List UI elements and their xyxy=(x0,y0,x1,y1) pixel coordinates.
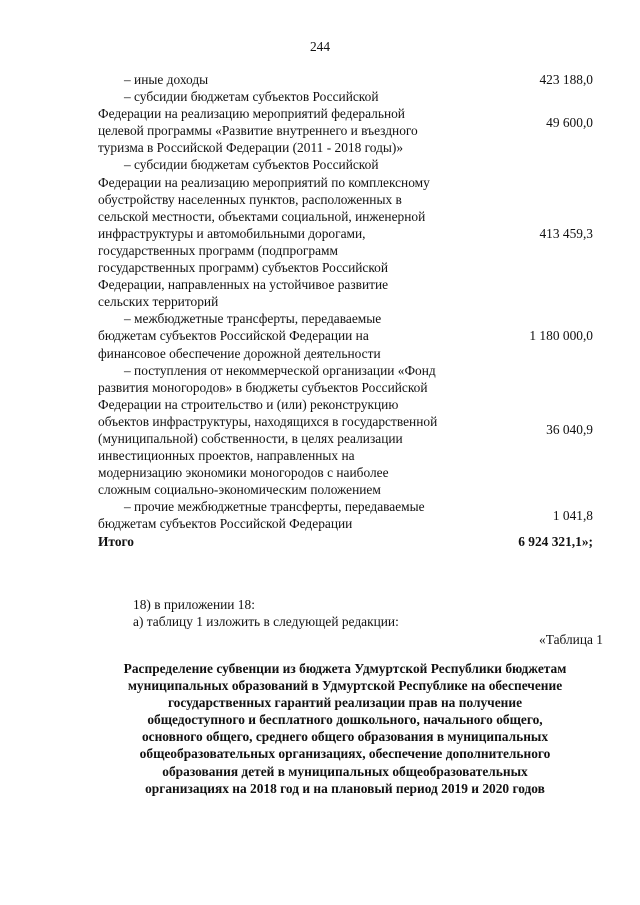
revenue-row xyxy=(98,88,593,156)
row-value: 1 180 000,0 xyxy=(529,328,593,344)
row-label-line: Федерации, направленных на устойчивое развитие xyxy=(98,277,389,293)
row-value: 1 041,8 xyxy=(552,507,593,523)
heading-line: образования детей в муниципальных общеобразовательных xyxy=(162,763,528,779)
revenue-row xyxy=(98,498,593,532)
table-heading xyxy=(90,660,600,797)
row-label-line: Федерации на строительство и (или) реконструкцию xyxy=(98,396,399,412)
row-label-line: туризма в Российской Федерации (2011 - 2018 годы)» xyxy=(98,140,404,156)
row-value: 49 600,0 xyxy=(546,114,593,130)
heading-line: основного общего, среднего общего образования в муниципальных xyxy=(141,729,549,745)
row-label-line: финансовое обеспечение дорожной деятельности xyxy=(98,345,381,361)
total-label-text: Итого xyxy=(98,533,134,549)
revenue-list xyxy=(98,71,593,550)
total-value: 6 924 321,1»; xyxy=(518,533,593,549)
row-label-line: государственных программ (подпрограмм xyxy=(98,242,338,258)
total-label xyxy=(98,533,483,550)
heading-line: общеобразовательных организациях, обеспечение дополнительного xyxy=(139,746,551,762)
heading-line: государственных гарантий реализации прав на получение xyxy=(167,695,523,711)
revenue-row xyxy=(98,71,593,88)
item-18-paragraph: 18) в приложении 18: xyxy=(133,597,255,612)
row-label-line: государственных программ) субъектов Российской xyxy=(98,260,389,276)
row-label-line: сложным социально-экономическим положением xyxy=(98,482,381,498)
revenue-row xyxy=(98,156,593,310)
row-label xyxy=(98,362,483,499)
heading-line: Распределение субвенции из бюджета Удмуртской Республики бюджетам xyxy=(123,661,567,676)
row-label-line: инфраструктуры и автомобильными дорогами, xyxy=(98,225,366,241)
row-label xyxy=(98,71,483,88)
revenue-row xyxy=(98,362,593,499)
row-label-line: инвестиционных проектов, направленных на xyxy=(98,448,355,464)
row-label-line: целевой программы «Развитие внутреннего и въездного xyxy=(98,123,418,139)
row-label-line: – субсидии бюджетам субъектов Российской xyxy=(124,89,379,105)
row-label-line: Федерации на реализацию мероприятий федеральной xyxy=(98,106,405,122)
row-label xyxy=(98,498,483,532)
row-label-line: модернизацию экономики моногородов с наиболее xyxy=(98,465,389,481)
row-label xyxy=(98,88,483,156)
row-label-line: – поступления от некоммерческой организации «Фонд xyxy=(124,362,436,378)
row-label-line: – межбюджетные трансферты, передаваемые xyxy=(124,311,382,327)
row-label-line: бюджетам субъектов Российской Федерации xyxy=(98,516,353,532)
heading-line: организациях на 2018 год и на плановый период 2019 и 2020 годов xyxy=(145,780,545,796)
row-label-line: сельских территорий xyxy=(98,294,219,310)
row-label-line: сельской местности, объектами социальной, инженерной xyxy=(98,208,426,224)
row-label-line: объектов инфраструктуры, находящихся в государственной xyxy=(98,413,438,429)
row-value: 36 040,9 xyxy=(546,422,593,438)
row-label-line: (муниципальной) собственности, в целях реализации xyxy=(98,430,403,446)
table-label: «Таблица 1 xyxy=(539,632,603,647)
page-number: 244 xyxy=(309,39,331,54)
row-label xyxy=(98,156,483,310)
row-label-line: – прочие межбюджетные трансферты, передаваемые xyxy=(124,499,425,515)
heading-line: общедоступного и бесплатного дошкольного, начального общего, xyxy=(147,712,543,728)
row-label-line: бюджетам субъектов Российской Федерации на xyxy=(98,328,369,344)
row-label-line: обустройству населенных пунктов, расположенных в xyxy=(98,191,402,207)
amendment-text xyxy=(0,596,640,630)
row-value: 423 188,0 xyxy=(539,72,593,87)
heading-line: муниципальных образований в Удмуртской Республике на обеспечение xyxy=(127,678,563,694)
row-label-line: развития моногородов» в бюджеты субъектов Российской xyxy=(98,379,428,395)
revenue-row xyxy=(98,310,593,361)
row-label-line: Федерации на реализацию мероприятий по комплексному xyxy=(98,174,430,190)
total-row xyxy=(98,533,593,550)
row-value: 413 459,3 xyxy=(539,225,593,241)
row-label xyxy=(98,310,483,361)
row-label-line: – иные доходы xyxy=(124,72,209,87)
row-label-line: – субсидии бюджетам субъектов Российской xyxy=(124,157,379,173)
sub-item-a-paragraph: а) таблицу 1 изложить в следующей редакции: xyxy=(133,614,399,630)
